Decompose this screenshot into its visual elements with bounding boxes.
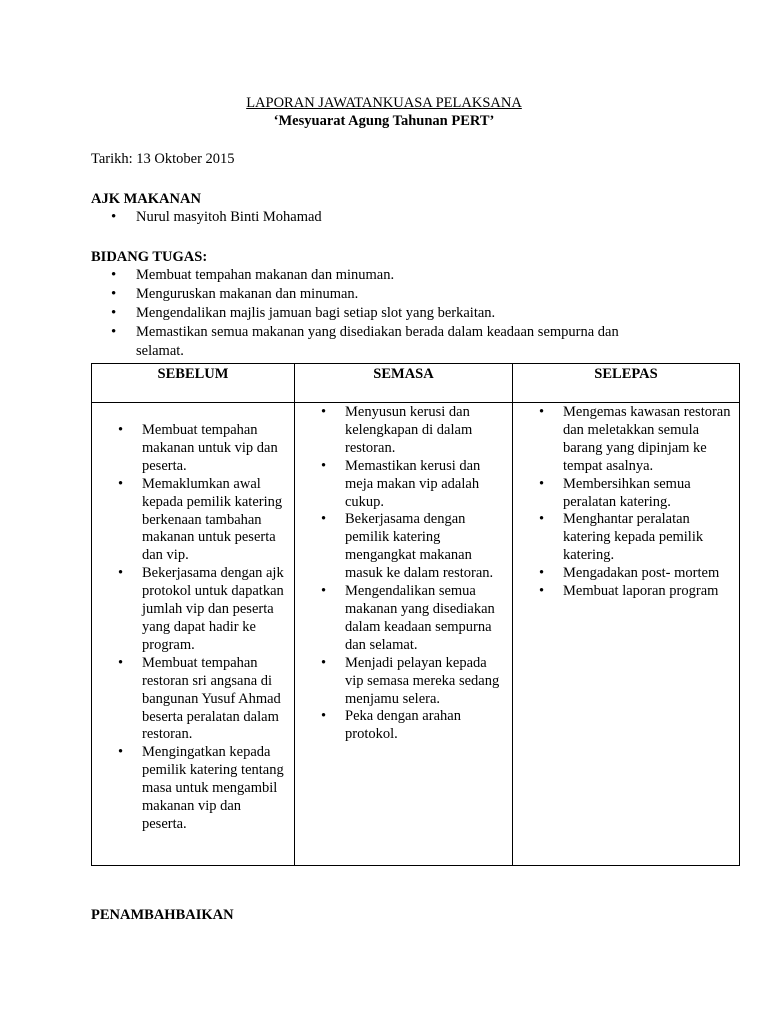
selepas-list xyxy=(513,403,739,601)
list-item: • Membersihkan semua peralatan katering. xyxy=(513,476,739,512)
ajk-heading: AJK MAKANAN xyxy=(91,191,201,207)
header-sebelum: SEBELUM xyxy=(92,364,295,403)
bidang-heading: BIDANG TUGAS: xyxy=(91,249,208,265)
ajk-member-list xyxy=(91,208,651,227)
selepas-cell xyxy=(513,403,740,866)
list-item: • Bekerjasama dengan pemilik katering mengangkat makanan masuk ke dalam restoran. xyxy=(295,511,512,583)
table-row xyxy=(92,403,740,866)
list-item: • Membuat laporan program xyxy=(513,583,739,601)
report-title: LAPORAN JAWATANKUASA PELAKSANA xyxy=(246,95,522,111)
list-item: • Membuat tempahan restoran sri angsana di bangunan Yusuf Ahmad beserta peralatan dalam restoran. xyxy=(92,655,294,745)
table-header-row xyxy=(92,364,740,403)
list-item: • Nurul masyitoh Binti Mohamad xyxy=(91,208,651,227)
list-item: • Mengadakan post- mortem xyxy=(513,565,739,583)
list-item: • Menghantar peralatan katering kepada pemilik katering. xyxy=(513,511,739,565)
semasa-cell xyxy=(295,403,513,866)
list-item: • Memastikan semua makanan yang disediakan berada dalam keadaan sempurna dan selamat. xyxy=(91,323,651,361)
list-item: • Memastikan kerusi dan meja makan vip adalah cukup. xyxy=(295,458,512,512)
list-item: • Menguruskan makanan dan minuman. xyxy=(91,285,651,304)
header-semasa: SEMASA xyxy=(295,364,513,403)
list-item: • Membuat tempahan makanan dan minuman. xyxy=(91,266,651,285)
list-item: • Membuat tempahan makanan untuk vip dan peserta. xyxy=(92,422,294,476)
bidang-list xyxy=(91,266,651,361)
list-item: • Memaklumkan awal kepada pemilik katering berkenaan tambahan makanan untuk peserta dan vip. xyxy=(92,476,294,566)
date-line: Tarikh: 13 Oktober 2015 xyxy=(91,151,235,167)
list-item: • Mengemas kawasan restoran dan meletakkan semula barang yang dipinjam ke tempat asalnya. xyxy=(513,404,739,476)
list-item: • Peka dengan arahan protokol. xyxy=(295,708,512,744)
sebelum-cell xyxy=(92,403,295,866)
duties-table xyxy=(91,363,740,866)
sebelum-list xyxy=(92,403,294,834)
list-item: • Mengendalikan majlis jamuan bagi setiap slot yang berkaitan. xyxy=(91,304,651,323)
list-item: • Menjadi pelayan kepada vip semasa mereka sedang menjamu selera. xyxy=(295,655,512,709)
penambahbaikan-heading: PENAMBAHBAIKAN xyxy=(91,907,234,923)
list-item: • Mengingatkan kepada pemilik katering tentang masa untuk mengambil makanan vip dan peserta. xyxy=(92,744,294,834)
report-title-block xyxy=(0,94,768,130)
report-subtitle: ‘Mesyuarat Agung Tahunan PERT’ xyxy=(273,113,495,129)
list-item: • Bekerjasama dengan ajk protokol untuk dapatkan jumlah vip dan peserta yang dapat hadir ke program. xyxy=(92,565,294,655)
list-item: • Mengendalikan semua makanan yang disediakan dalam keadaan sempurna dan selamat. xyxy=(295,583,512,655)
list-item: • Menyusun kerusi dan kelengkapan di dalam restoran. xyxy=(295,404,512,458)
header-selepas: SELEPAS xyxy=(513,364,740,403)
semasa-list xyxy=(295,403,512,744)
